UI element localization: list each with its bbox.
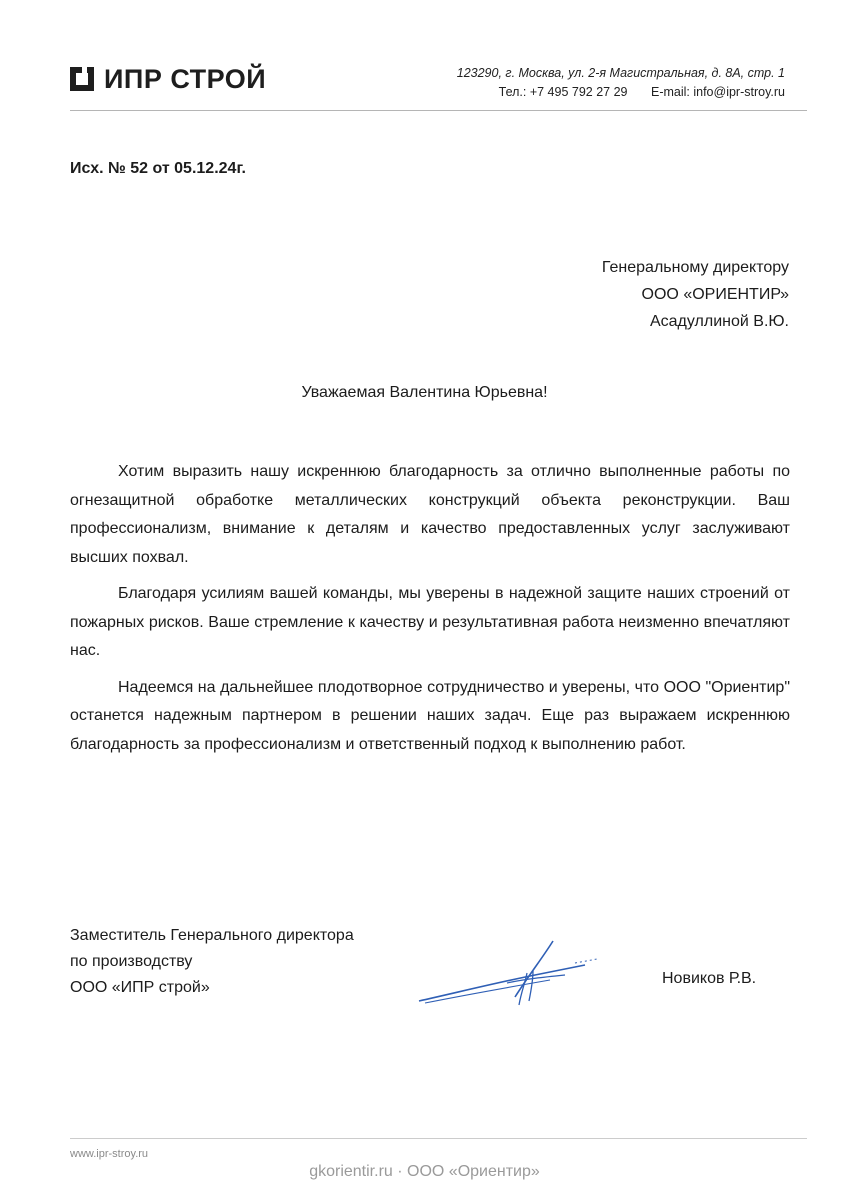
outgoing-reference: Исх. № 52 от 05.12.24г.: [70, 160, 246, 177]
recipient-block: [602, 254, 789, 335]
body-paragraph-1: Хотим выразить нашу искреннюю благодарность за отлично выполненные работы по огнезащитной обработке металлических конструкций объекта реконструкции. Ваш профессионализм, внимание к деталям и качество предоставленных услуг заслуживают высших похвал.: [70, 463, 790, 566]
signatory-title-line-2: по производству: [70, 953, 193, 970]
watermark-text: gkorientir.ru · ООО «Ориентир»: [309, 1163, 540, 1180]
signatory-name: Новиков Р.В.: [662, 970, 757, 987]
salutation: Уважаемая Валентина Юрьевна!: [301, 384, 548, 401]
company-address: [457, 64, 785, 102]
footer-divider: [70, 1138, 807, 1139]
body-paragraph-2: Благодаря усилиям вашей команды, мы уверены в надежной защите наших строений от пожарных рисков. Ваше стремление к качеству и результативная работа неизменно впечатляют нас.: [70, 585, 790, 659]
phone-text: Тел.: +7 495 792 27 29: [498, 85, 628, 99]
recipient-company: ООО «ОРИЕНТИР»: [641, 286, 789, 303]
signatory-title-line-3: ООО «ИПР строй»: [70, 979, 210, 996]
contacts-line: [457, 83, 785, 102]
letter-body: [70, 458, 790, 767]
recipient-position: Генеральному директору: [601, 259, 789, 276]
signatory-title-line-1: Заместитель Генерального директора: [70, 927, 354, 944]
company-logo: [70, 62, 266, 96]
recipient-name: Асадуллиной В.Ю.: [649, 313, 789, 330]
header-divider: [70, 110, 807, 111]
address-line: 123290, г. Москва, ул. 2-я Магистральная, д. 8А, стр. 1: [456, 66, 785, 80]
logo-text: ИПР СТРОЙ: [104, 63, 267, 94]
footer-website: www.ipr-stroy.ru: [70, 1148, 149, 1160]
signatory-title: [70, 923, 354, 1001]
handwritten-signature: [415, 935, 610, 1010]
body-paragraph-3: Надеемся на дальнейшее плодотворное сотрудничество и уверены, что ООО "Ориентир" останется надежным партнером в решении наших задач. Еще раз выражаем искреннюю благодарность за профессионализм и ответственный подход к выполнению работ.: [70, 678, 790, 753]
logo-mark-icon: [70, 67, 94, 91]
email-text: E-mail: info@ipr-stroy.ru: [650, 85, 785, 99]
